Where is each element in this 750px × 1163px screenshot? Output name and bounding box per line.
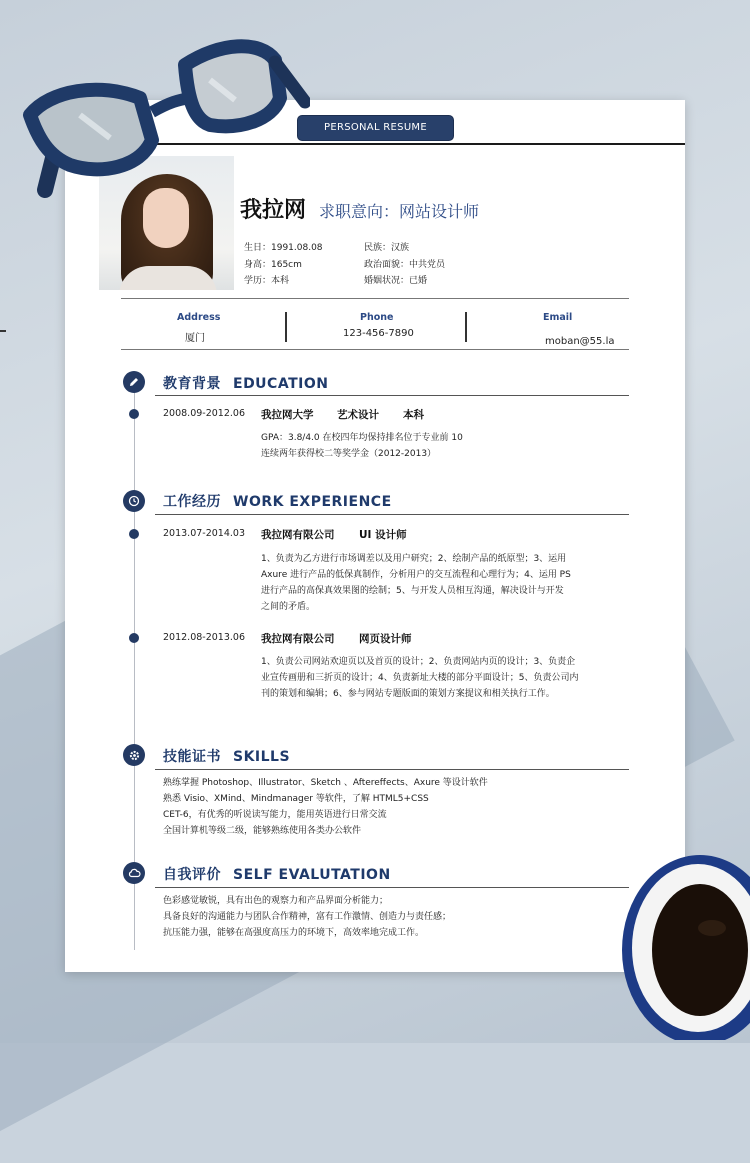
job-desc-line: 进行产品的高保真效果图的绘制；5、与开发人员相互沟通，解决设计与开发 (261, 586, 564, 596)
info-education: 学历：本科 (244, 276, 290, 286)
job-desc-line: Axure 进行产品的低保真制作，分析用户的交互流程和心理行为；4、运用 PS (261, 570, 571, 580)
education-title-en: EDUCATION (233, 376, 329, 392)
timeline-dot (129, 529, 139, 539)
self-line: 抗压能力强，能够在高强度高压力的环境下，高效率地完成工作。 (163, 928, 425, 938)
gear-icon (123, 744, 145, 766)
work-title (163, 491, 392, 511)
timeline-dot (129, 633, 139, 643)
info-nation: 民族：汉族 (364, 243, 410, 253)
resume-badge: PERSONAL RESUME (297, 115, 454, 141)
self-rule (155, 887, 629, 888)
address-value: 厦门 (185, 333, 205, 344)
education-degree: 本科 (403, 409, 424, 421)
cloud-icon (123, 862, 145, 884)
education-rule (155, 395, 629, 396)
job-role: 网页设计师 (359, 633, 412, 645)
job-desc-line: 1、负责公司网站欢迎页以及首页的设计；2、负责网站内页的设计；3、负责企 (261, 657, 576, 667)
skills-title (163, 746, 290, 766)
education-line-2: 连续两年获得校二等奖学金（2012-2013） (261, 449, 437, 459)
job-desc-line: 刊的策划和编辑；6、参与网站专题版面的策划方案提议和相关执行工作。 (261, 689, 555, 699)
job-role: UI 设计师 (359, 529, 407, 541)
contact-divider (465, 312, 467, 342)
education-line-1: GPA：3.8/4.0 在校四年均保持排名位于专业前 10 (261, 433, 463, 443)
contact-bottom-rule (121, 349, 629, 350)
skills-rule (155, 769, 629, 770)
education-date: 2008.09-2012.06 (163, 408, 245, 419)
info-marital: 婚姻状况：已婚 (364, 276, 428, 286)
contact-divider (285, 312, 287, 342)
job-company: 我拉网有限公司 (261, 529, 335, 541)
clock-icon (123, 490, 145, 512)
education-school: 我拉网大学 (261, 409, 314, 421)
info-politics: 政治面貌：中共党员 (364, 260, 446, 270)
self-title-en: SELF EVALUTATION (233, 867, 391, 883)
self-title-cn: 自我评价 (163, 867, 221, 883)
address-label: Address (177, 312, 221, 323)
phone-label: Phone (360, 312, 394, 323)
info-birth: 生日：1991.08.08 (244, 243, 323, 253)
email-value[interactable]: moban@55.la (545, 336, 615, 347)
education-title-cn: 教育背景 (163, 376, 221, 392)
contact-top-rule (121, 298, 629, 299)
skill-line: 全国计算机等级二级，能够熟练使用各类办公软件 (163, 826, 362, 836)
self-line: 色彩感觉敏锐，具有出色的观察力和产品界面分析能力； (163, 896, 389, 906)
email-label: Email (543, 312, 573, 323)
skill-line: 熟悉 Visio、XMind、Mindmanager 等软件，了解 HTML5+CSS (163, 794, 429, 804)
job-intent: 求职意向：网站设计师 (319, 202, 480, 221)
job-desc-line: 之间的矛盾。 (261, 602, 316, 612)
skills-title-en: SKILLS (233, 749, 291, 765)
candidate-name: 我拉网 (240, 198, 307, 223)
glasses-decoration (20, 20, 310, 210)
pencil-icon (123, 371, 145, 393)
job-date: 2012.08-2013.06 (163, 632, 245, 643)
edge-mark (0, 330, 6, 332)
work-rule (155, 514, 629, 515)
skill-line: 熟练掌握 Photoshop、Illustrator、Sketch 、Aftereffects、Axure 等设计软件 (163, 778, 488, 788)
self-title (163, 864, 391, 884)
timeline-dot (129, 409, 139, 419)
job-date: 2013.07-2014.03 (163, 528, 245, 539)
info-height: 身高：165cm (244, 260, 302, 270)
self-line: 具备良好的沟通能力与团队合作精神，富有工作激情、创造力与责任感； (163, 912, 452, 922)
job-company: 我拉网有限公司 (261, 633, 335, 645)
job-desc-line: 业宣传画册和三折页的设计；4、负责新址大楼的部分平面设计；5、负责公司内 (261, 673, 579, 683)
work-title-cn: 工作经历 (163, 494, 221, 510)
education-major: 艺术设计 (337, 409, 379, 421)
work-title-en: WORK EXPERIENCE (233, 494, 392, 510)
education-title (163, 373, 328, 393)
skills-title-cn: 技能证书 (163, 749, 221, 765)
skill-line: CET-6，有优秀的听说读写能力，能用英语进行日常交流 (163, 810, 387, 820)
job-desc-line: 1、负责为乙方进行市场调差以及用户研究；2、绘制产品的纸原型；3、运用 (261, 554, 567, 564)
phone-value: 123-456-7890 (343, 328, 414, 339)
coffee-cup-decoration (600, 850, 750, 1040)
